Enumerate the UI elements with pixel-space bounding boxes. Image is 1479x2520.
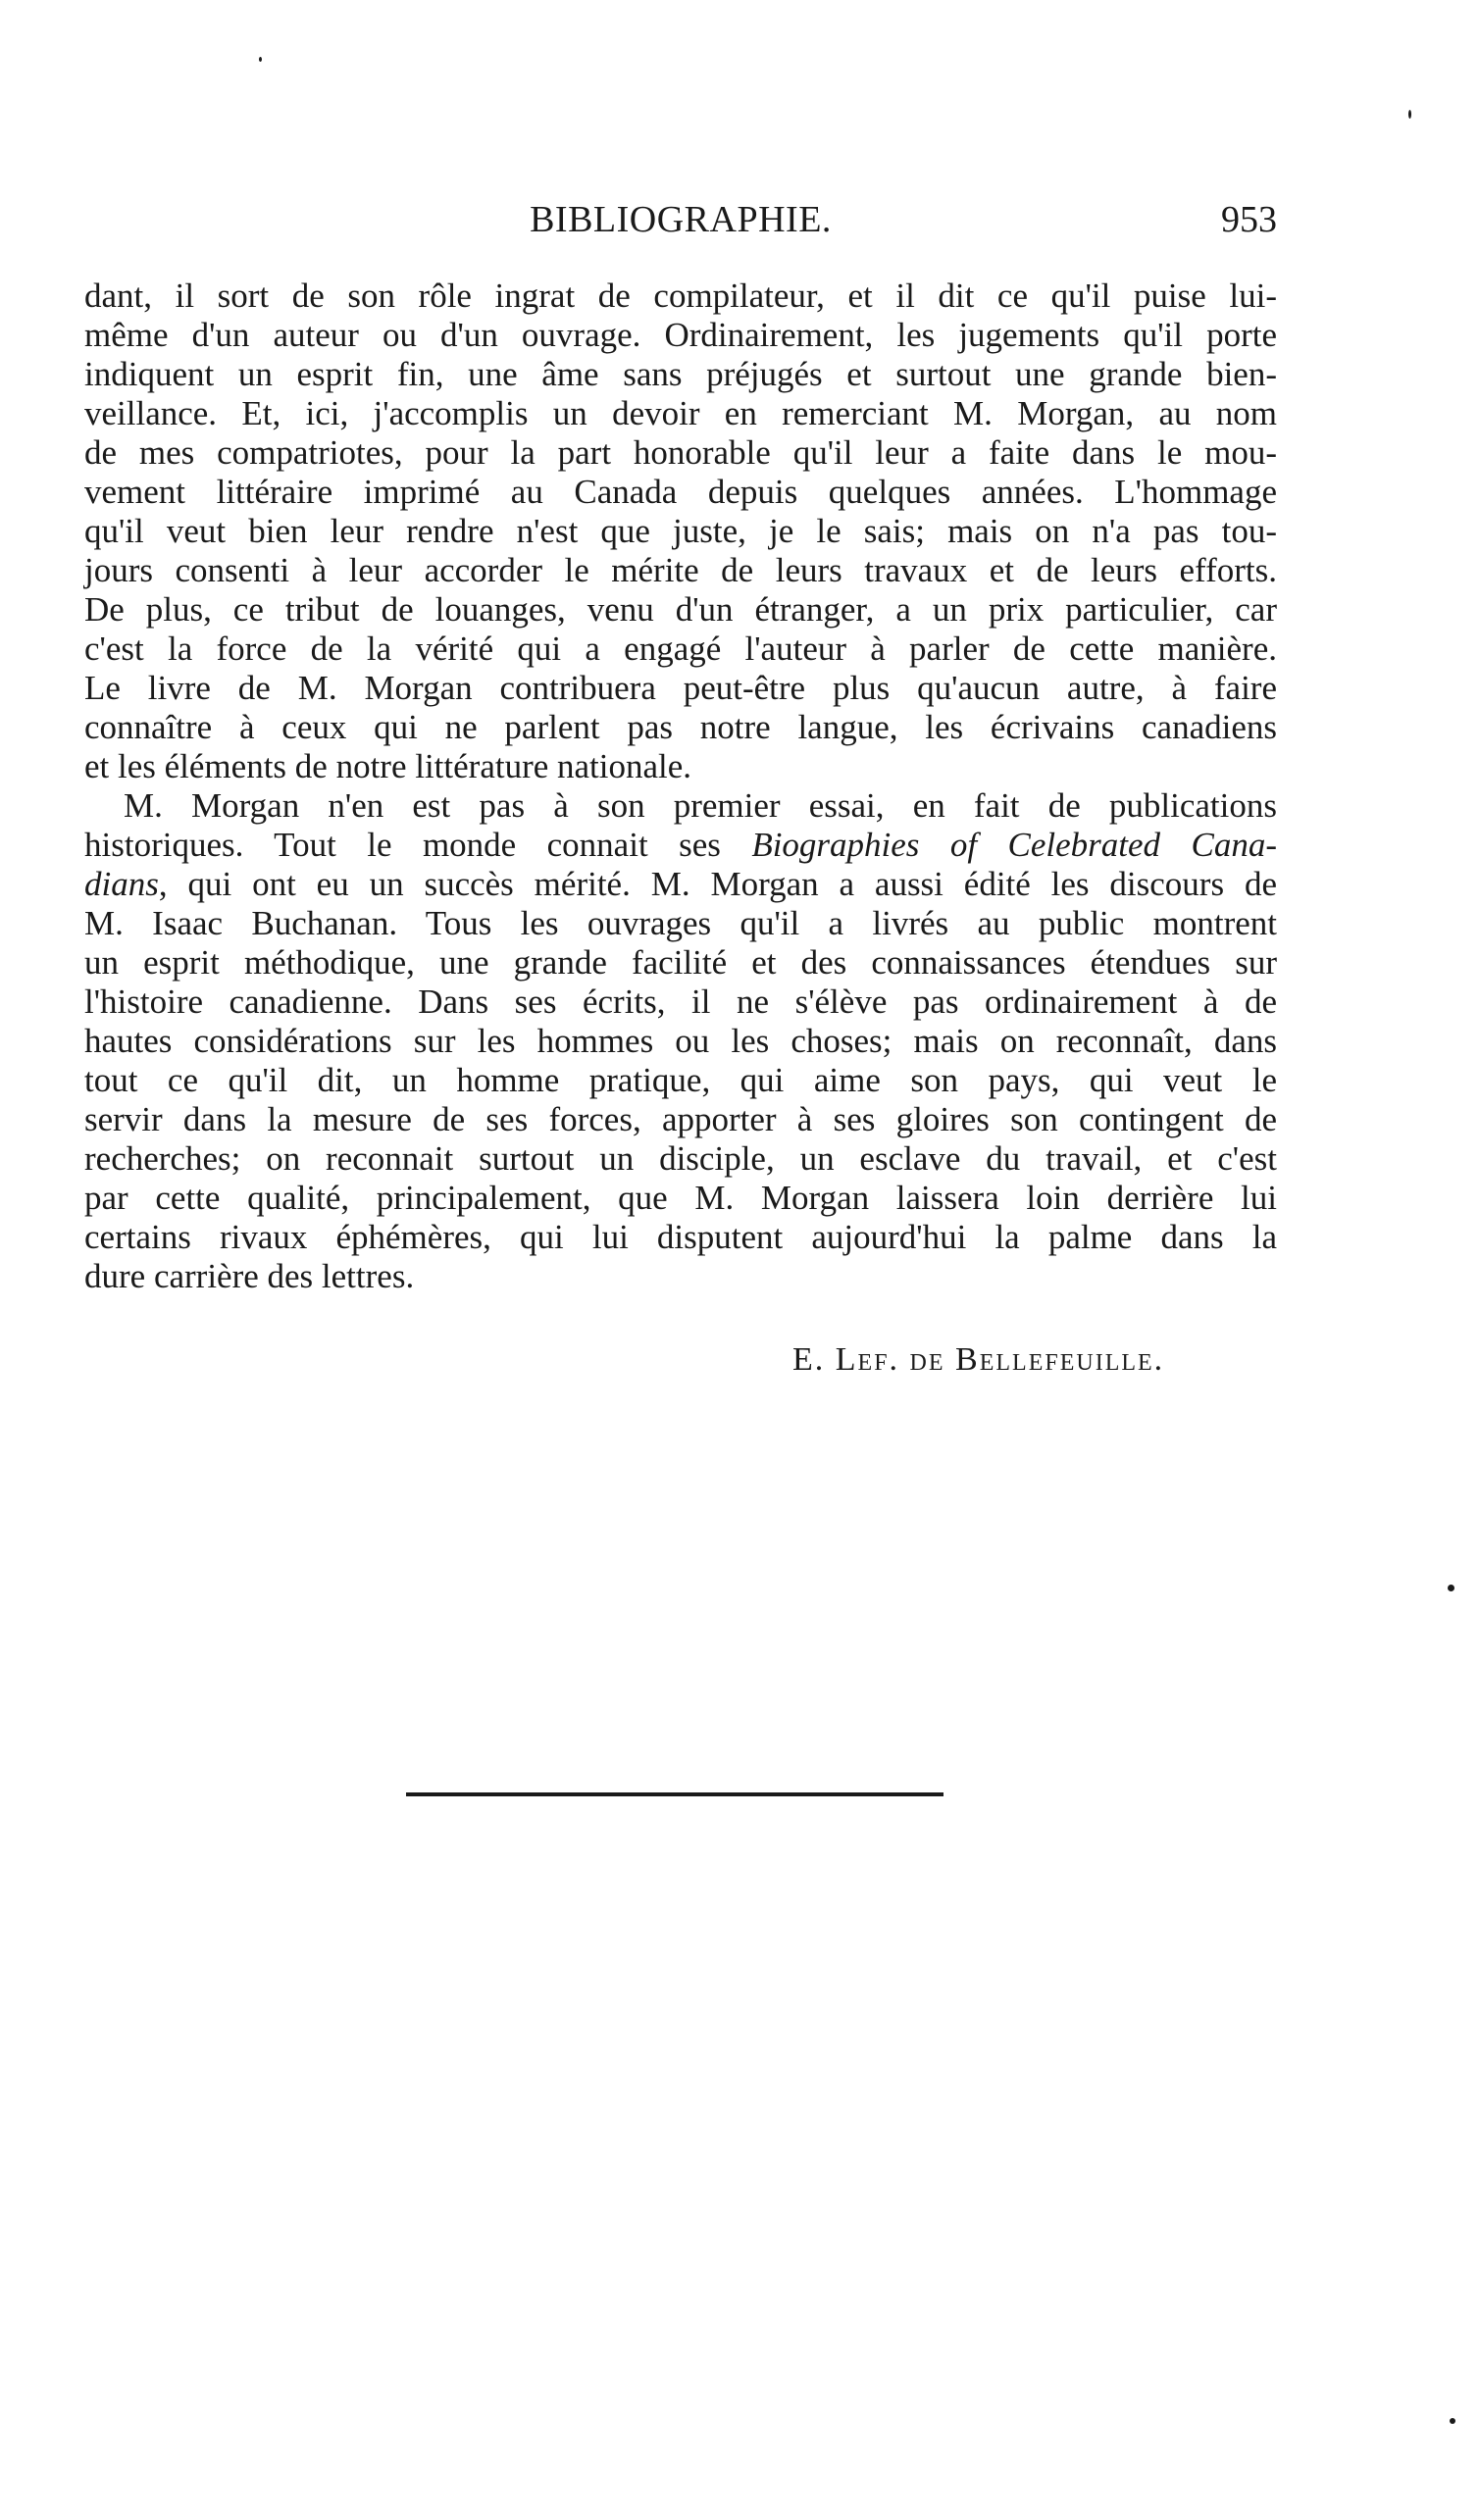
text-line: Le livre de M. Morgan contribuera peut-être plus qu'aucun autre, à faire bbox=[84, 669, 1277, 707]
text-line: connaître à ceux qui ne parlent pas notre langue, les écrivains canadiens bbox=[84, 708, 1277, 746]
scan-speck bbox=[259, 57, 262, 62]
text-line: par cette qualité, principalement, que M. Morgan laissera loin derrière lui bbox=[84, 1179, 1277, 1217]
scan-speck bbox=[1448, 1585, 1454, 1591]
paragraph-2 bbox=[84, 786, 1277, 1296]
author-signature: E. Lef. de Bellefeuille. bbox=[792, 1341, 1165, 1378]
body-text bbox=[84, 277, 1277, 1296]
text-line: M. Isaac Buchanan. Tous les ouvrages qu'il a livrés au public montrent bbox=[84, 904, 1277, 942]
text-line: certains rivaux éphémères, qui lui disputent aujourd'hui la palme dans la bbox=[84, 1218, 1277, 1256]
book-title: dians bbox=[84, 865, 159, 903]
text-line: même d'un auteur ou d'un ouvrage. Ordinairement, les jugements qu'il porte bbox=[84, 316, 1277, 354]
text-line: recherches; on reconnait surtout un disciple, un esclave du travail, et c'est bbox=[84, 1139, 1277, 1178]
text-line: dant, il sort de son rôle ingrat de compilateur, et il dit ce qu'il puise lui- bbox=[84, 277, 1277, 315]
text-line: historiques. Tout le monde connait ses Biographies of Celebrated Cana- bbox=[84, 826, 1277, 864]
text-line: l'histoire canadienne. Dans ses écrits, il ne s'élève pas ordinairement à de bbox=[84, 983, 1277, 1021]
text-line: veillance. Et, ici, j'accomplis un devoir en remerciant M. Morgan, au nom bbox=[84, 394, 1277, 432]
running-head bbox=[84, 192, 1277, 247]
text-line: et les éléments de notre littérature nationale. bbox=[84, 747, 692, 785]
text-line: qu'il veut bien leur rendre n'est que juste, je le sais; mais on n'a pas tou- bbox=[84, 512, 1277, 550]
text-line: jours consenti à leur accorder le mérite de leurs travaux et de leurs efforts. bbox=[84, 551, 1277, 589]
paragraph-1 bbox=[84, 277, 1277, 786]
text-line: servir dans la mesure de ses forces, apporter à ses gloires son contingent de bbox=[84, 1100, 1277, 1138]
text-line: hautes considérations sur les hommes ou les choses; mais on reconnaît, dans bbox=[84, 1022, 1277, 1060]
book-title: Biographies of Celebrated Cana- bbox=[751, 826, 1277, 864]
scan-speck bbox=[1408, 110, 1411, 119]
text-line: indiquent un esprit fin, une âme sans préjugés et surtout une grande bien- bbox=[84, 355, 1277, 393]
text-line: vement littéraire imprimé au Canada depuis quelques années. L'hommage bbox=[84, 473, 1277, 511]
text-line: M. Morgan n'en est pas à son premier essai, en fait de publications bbox=[124, 786, 1277, 825]
text-line: un esprit méthodique, une grande facilité et des connaissances étendues sur bbox=[84, 943, 1277, 982]
text-line: de mes compatriotes, pour la part honorable qu'il leur a faite dans le mou- bbox=[84, 433, 1277, 472]
page-number: 953 bbox=[1221, 199, 1277, 240]
section-rule bbox=[406, 1792, 944, 1796]
text-line: c'est la force de la vérité qui a engagé l'auteur à parler de cette manière. bbox=[84, 630, 1277, 668]
scan-speck bbox=[1450, 2418, 1455, 2424]
text-line: De plus, ce tribut de louanges, venu d'un étranger, a un prix particulier, car bbox=[84, 590, 1277, 629]
text-line: tout ce qu'il dit, un homme pratique, qui aime son pays, qui veut le bbox=[84, 1061, 1277, 1099]
text-line: dians, qui ont eu un succès mérité. M. Morgan a aussi édité les discours de bbox=[84, 865, 1277, 903]
text-line: dure carrière des lettres. bbox=[84, 1257, 415, 1295]
running-title: BIBLIOGRAPHIE. bbox=[530, 199, 832, 240]
